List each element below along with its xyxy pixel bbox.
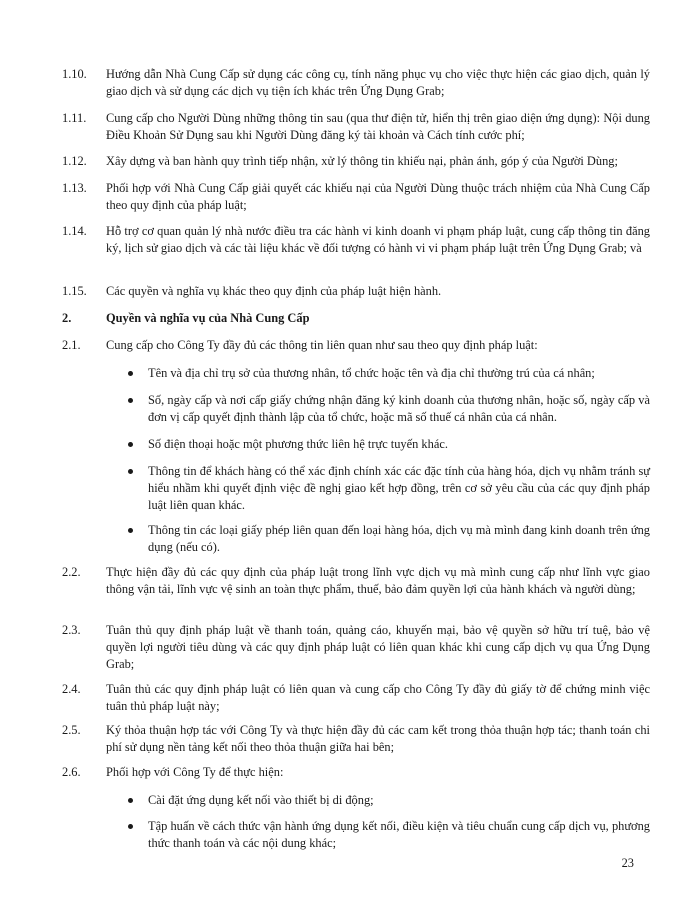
clause-1-11: [62, 110, 650, 144]
bullet-item: [128, 463, 650, 514]
bullet-text: Tên và địa chỉ trụ sở của thương nhân, tổ chức hoặc tên và địa chỉ thường trú của cá nhân;: [148, 366, 595, 380]
clause-2-1: [62, 337, 650, 354]
clause-text: Hỗ trợ cơ quan quản lý nhà nước điều tra các hành vi kinh doanh vi phạm pháp luật, cung cấp thông tin đăng ký, lịch sử giao dịch và các tài liệu khác về đối tượng có hành vi vi phạm pháp luật trên Ứng Dụng Grab; và: [106, 224, 650, 255]
clause-number: 2.3.: [62, 623, 81, 637]
bullet-text: Thông tin các loại giấy phép liên quan đến loại hàng hóa, dịch vụ mà mình đang kinh doanh trên ứng dụng (nếu có).: [148, 523, 650, 554]
bullet-item: [128, 365, 650, 382]
bullet-item: [128, 392, 650, 426]
bullet-icon: [128, 824, 133, 829]
clause-text: Cung cấp cho Công Ty đầy đủ các thông tin liên quan như sau theo quy định pháp luật:: [106, 338, 538, 352]
bullet-item: [128, 522, 650, 556]
clause-number: 2.5.: [62, 723, 81, 737]
clause-2-2: [62, 564, 650, 598]
clause-text: Xây dựng và ban hành quy trình tiếp nhận, xử lý thông tin khiếu nại, phản ánh, góp ý của Người Dùng;: [106, 154, 618, 168]
bullet-icon: [128, 469, 133, 474]
section-title: Quyền và nghĩa vụ của Nhà Cung Cấp: [106, 311, 310, 325]
bullet-text: Tập huấn về cách thức vận hành ứng dụng kết nối, điều kiện và tiêu chuẩn cung cấp dịch vụ, phương thức thanh toán và các nội dung khác;: [148, 819, 650, 850]
bullet-text: Số điện thoại hoặc một phương thức liên hệ trực tuyến khác.: [148, 437, 448, 451]
clause-text: Thực hiện đầy đủ các quy định của pháp luật trong lĩnh vực dịch vụ mà mình cung cấp như lĩnh vực giao thông vận tải, lĩnh vực vệ sinh an toàn thực phẩm, thuế, bảo đảm quyền lợi của hành khách và người dùng;: [106, 565, 650, 596]
clause-text: Hướng dẫn Nhà Cung Cấp sử dụng các công cụ, tính năng phục vụ cho việc thực hiện các giao dịch, quản lý giao dịch và sử dụng các dịch vụ tiện ích khác trên Ứng Dụng Grab;: [106, 67, 650, 98]
clause-number: 2.2.: [62, 565, 81, 579]
bullet-item: [128, 818, 650, 852]
clause-2-5: [62, 722, 650, 756]
clause-1-10: [62, 66, 650, 100]
clause-number: 1.12.: [62, 154, 87, 168]
clause-number: 2.4.: [62, 682, 81, 696]
bullet-text: Cài đặt ứng dụng kết nối vào thiết bị di động;: [148, 793, 374, 807]
clause-1-13: [62, 180, 650, 214]
section-heading: [62, 310, 309, 327]
bullet-text: Thông tin để khách hàng có thể xác định chính xác các đặc tính của hàng hóa, dịch vụ nhằm tránh sự hiểu nhầm khi quyết định việc đề nghị giao kết hợp đồng, trên cơ sở yêu cầu của các quy định pháp luật liên quan khác.: [148, 464, 650, 512]
bullet-icon: [128, 528, 133, 533]
clause-text: Các quyền và nghĩa vụ khác theo quy định của pháp luật hiện hành.: [106, 284, 442, 298]
clause-2-6: [62, 764, 650, 781]
clause-text: Tuân thủ quy định pháp luật về thanh toán, quảng cáo, khuyến mại, bảo vệ quyền sở hữu trí tuệ, bảo vệ quyền lợi người tiêu dùng và các quy định pháp luật có liên quan khác khi cung cấp dịch vụ qua Ứng Dụng Grab;: [106, 623, 650, 671]
clause-number: 1.11.: [62, 111, 87, 125]
clause-number: 2.6.: [62, 765, 81, 779]
clause-2-3: [62, 622, 650, 673]
clause-number: 1.15.: [62, 284, 87, 298]
bullet-icon: [128, 798, 133, 803]
clause-text: Tuân thủ các quy định pháp luật có liên quan và cung cấp cho Công Ty đầy đủ giấy tờ để chứng minh việc tuân thủ pháp luật này;: [106, 682, 650, 713]
clause-text: Phối hợp với Nhà Cung Cấp giải quyết các khiếu nại của Người Dùng thuộc trách nhiệm của Nhà Cung Cấp theo quy định của pháp luật;: [106, 181, 650, 212]
clause-text: Phối hợp với Công Ty để thực hiện:: [106, 765, 284, 779]
clause-number: 1.10.: [62, 67, 87, 81]
clause-number: 1.14.: [62, 224, 87, 238]
clause-2-4: [62, 681, 650, 715]
clause-1-15: [62, 283, 650, 300]
clause-number: 2.1.: [62, 338, 81, 352]
bullet-item: [128, 792, 650, 809]
clause-number: 1.13.: [62, 181, 87, 195]
bullet-item: [128, 436, 650, 453]
bullet-icon: [128, 442, 133, 447]
section-number: 2.: [62, 311, 72, 325]
clause-1-12: [62, 153, 650, 170]
page-number: 23: [621, 856, 634, 870]
clause-text: Cung cấp cho Người Dùng những thông tin sau (qua thư điện tử, hiển thị trên giao diện ứng dụng): Nội dung Điều Khoản Sử Dụng sau khi Người Dùng đăng ký tài khoản và Cách tính cước phí;: [106, 111, 650, 142]
clause-text: Ký thỏa thuận hợp tác với Công Ty và thực hiện đầy đủ các cam kết trong thỏa thuận hợp tác; thanh toán chi phí sử dụng nền tảng kết nối theo thỏa thuận giữa hai bên;: [106, 723, 650, 754]
clause-1-14: [62, 223, 650, 257]
bullet-text: Số, ngày cấp và nơi cấp giấy chứng nhận đăng ký kinh doanh của thương nhân, hoặc số, ngày cấp và đơn vị cấp quyết định thành lập của tổ chức, hoặc mã số thuế cá nhân của cá nhân.: [148, 393, 650, 424]
bullet-icon: [128, 371, 133, 376]
bullet-icon: [128, 398, 133, 403]
